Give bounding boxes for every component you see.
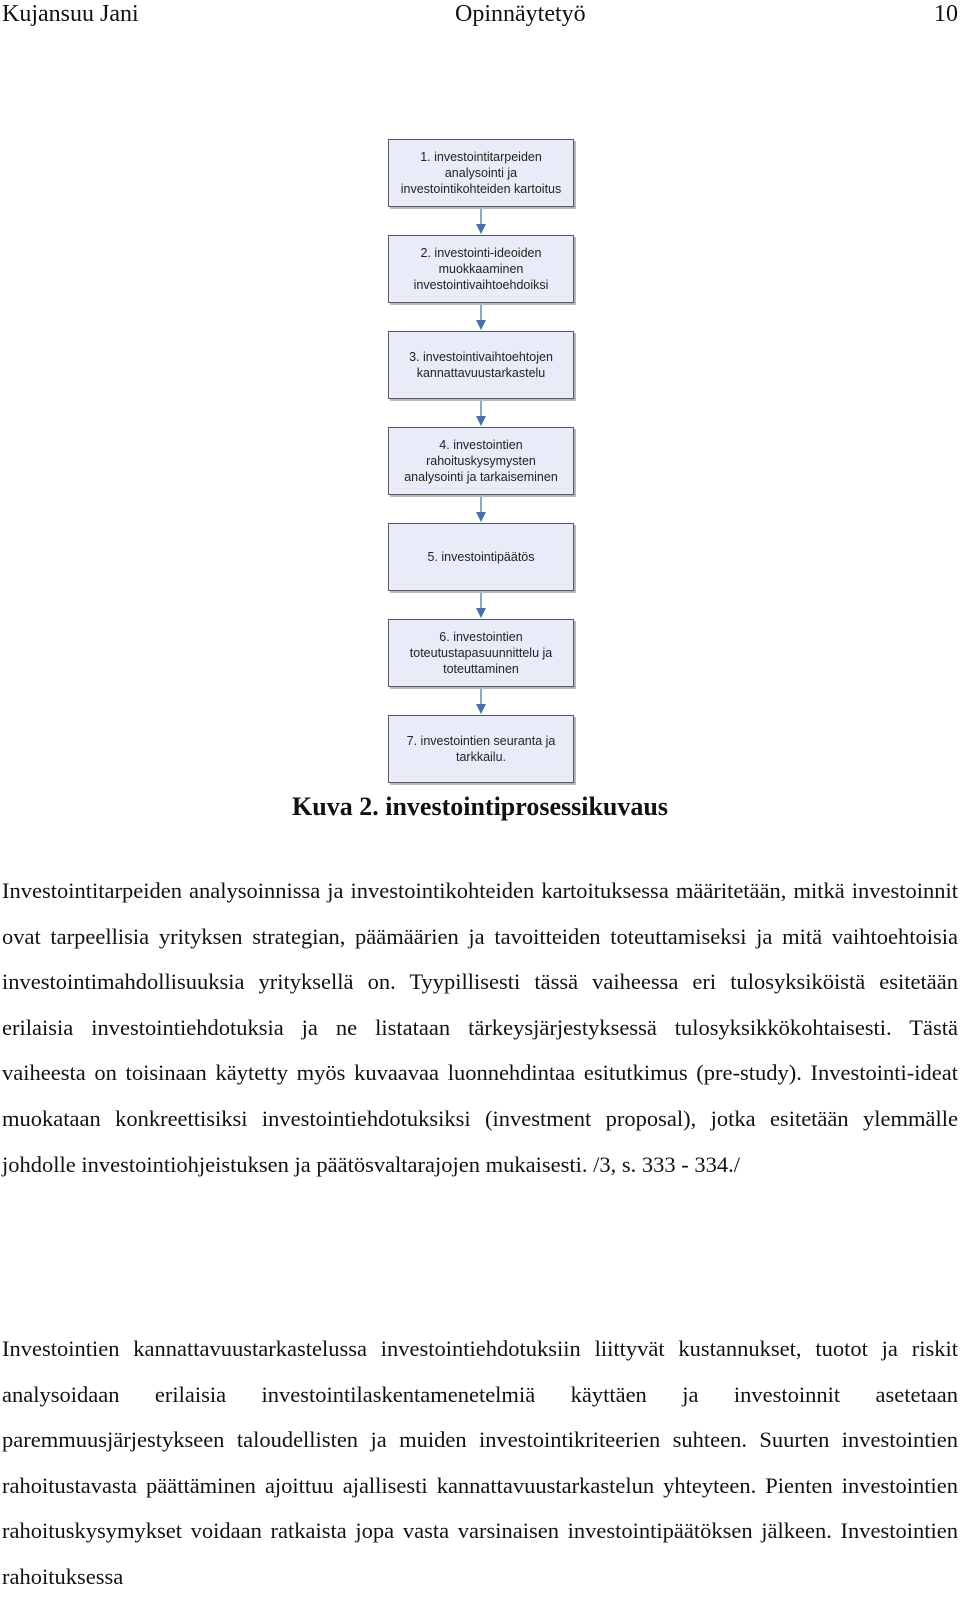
flow-step-label [401, 149, 562, 197]
flow-step-line: investointikohteiden kartoitus [400, 182, 562, 196]
flow-step-line: muokkaaminen [438, 262, 524, 276]
body-paragraph-1: Investointitarpeiden analysoinnissa ja investointikohteiden kartoituksessa määritetään, mitkä investoinnit ovat tarpeellisia yrityksen strategian, päämäärien ja tavoitteiden toteuttamiseksi ja mitä vaihtoehtoisia investointimahdollisuuksia yrityksellä on. Tyypillisesti tässä vaiheessa eri tulosyksiköistä esitetään erilaisia investointiehdotuksia ja ne listataan tärkeysjärjestyksessä tulosyksikkökohtaisesti. Tästä vaiheesta on toisinaan käytetty myös kuvaavaa luonnehdintaa esitutkimus (pre-study). Investointi-ideat muokataan konkreettisiksi investointiehdotuksiksi (investment proposal), jotka esitetään ylemmälle johdolle investointiohjeistuksen ja päätösvaltarajojen mukaisesti. /3, s. 333 - 334./ [2, 878, 958, 1177]
flow-step-line: 1. investointitarpeiden [420, 150, 542, 164]
header-page-number: 10 [934, 1, 958, 27]
flow-step-label [414, 245, 549, 293]
flow-step-line: 6. investointien [439, 630, 523, 644]
flow-arrowhead-4 [476, 512, 486, 522]
flow-arrowhead-2 [476, 320, 486, 330]
flow-step-line: investointivaihtoehdoiksi [413, 278, 549, 292]
flow-step-line: 7. investointien seuranta ja [406, 734, 556, 748]
flow-step-line: analysointi ja tarkaiseminen [404, 470, 558, 484]
flow-step-4 [388, 427, 574, 495]
flow-step-2 [388, 235, 574, 303]
flow-arrowhead-1 [476, 224, 486, 234]
flow-arrowhead-3 [476, 416, 486, 426]
flow-step-line: 2. investointi-ideoiden [420, 246, 542, 260]
flow-arrowhead-5 [476, 608, 486, 618]
flow-step-line: analysointi ja [444, 166, 518, 180]
figure-caption: Kuva 2. investointiprosessikuvaus [292, 792, 668, 821]
flow-step-5 [388, 523, 574, 591]
flow-step-line: tarkkailu. [455, 750, 507, 764]
flow-step-line: toteuttaminen [443, 662, 519, 676]
flow-step-7 [388, 715, 574, 783]
flow-step-label [404, 437, 558, 485]
flow-step-label [427, 549, 534, 565]
flow-step-line: 4. investointien [439, 438, 523, 452]
flow-step-label [407, 733, 556, 765]
body-paragraph-2: Investointien kannattavuustarkastelussa investointiehdotuksiin liittyvät kustannukset, tuotot ja riskit analysoidaan erilaisia investointilaskentamenetelmiä käyttäen ja investoinnit asetetaan paremmuusjärjestykseen taloudellisten ja muiden investointikriteerien suhteen. Suurten investointien rahoitustavasta päättäminen ajoittuu ajallisesti kannattavuustarkastelun yhteyteen. Pienten investointien rahoituskysymykset voidaan ratkaista jopa vasta varsinaisen investointipäätöksen jälkeen. Investointien rahoituksessa [2, 1336, 958, 1589]
flow-step-3 [388, 331, 574, 399]
flow-step-1 [388, 139, 574, 207]
flow-step-line: rahoituskysymysten [426, 454, 536, 468]
header-author: Kujansuu Jani [2, 1, 139, 27]
flow-step-label [410, 629, 552, 677]
header-title: Opinnäytetyö [455, 1, 586, 27]
flow-arrowhead-6 [476, 704, 486, 714]
flow-step-line: 5. investointipäätös [427, 550, 535, 564]
flow-step-line: toteutustapasuunnittelu ja [409, 646, 553, 660]
flow-step-line: 3. investointivaihtoehtojen [409, 350, 553, 364]
flow-step-6 [388, 619, 574, 687]
flow-step-label [409, 349, 553, 381]
flow-step-line: kannattavuustarkastelu [416, 366, 546, 380]
